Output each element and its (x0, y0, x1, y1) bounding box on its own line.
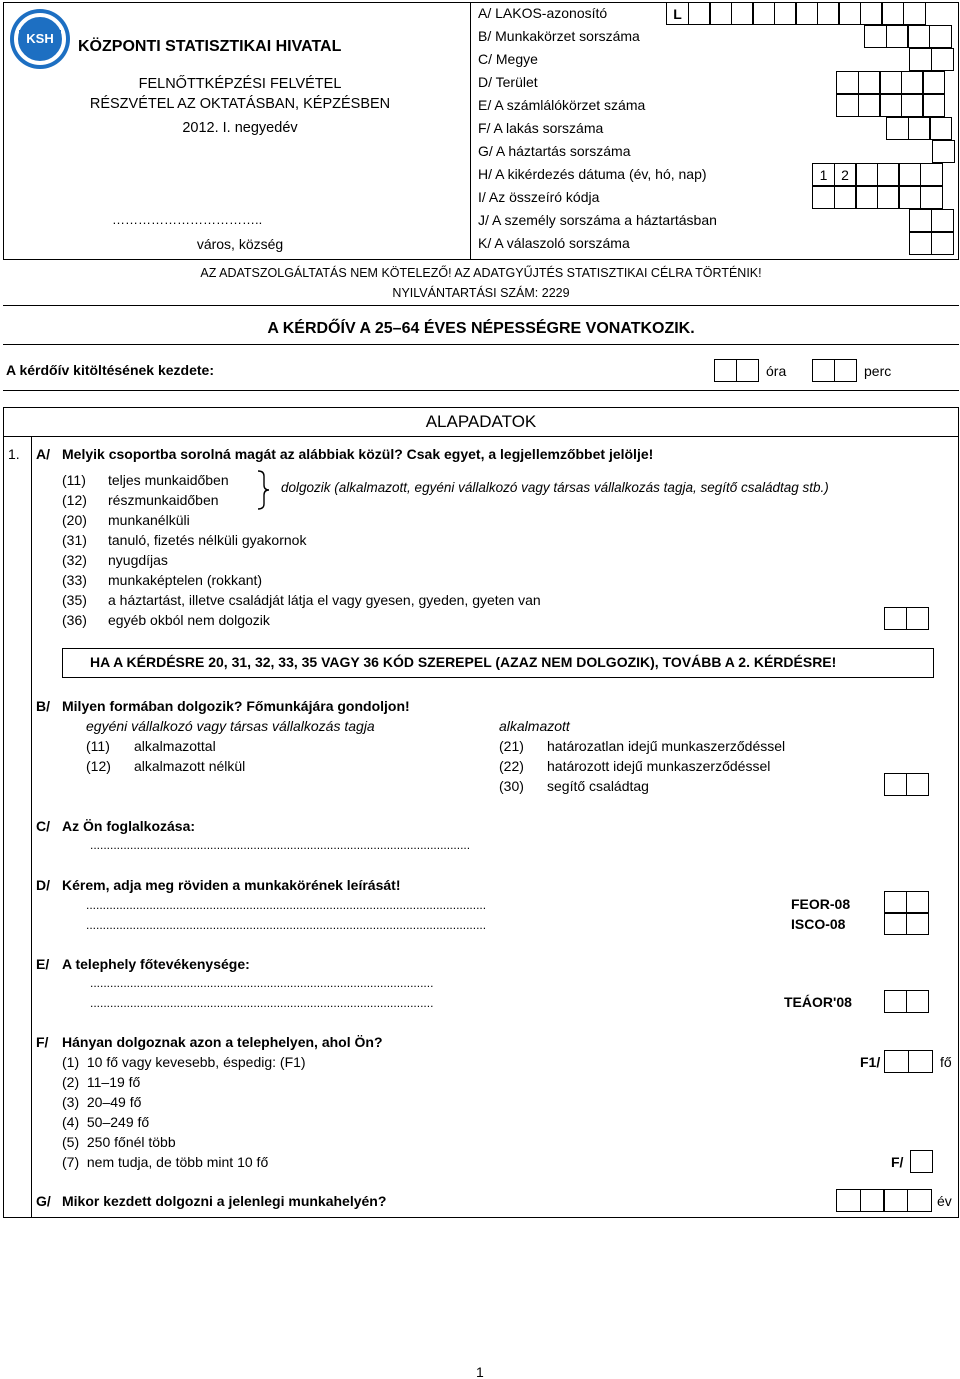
datum-boxes[interactable] (812, 163, 943, 186)
q1f-question: Hányan dolgoznak azon a telephelyen, ahol Ön? (62, 1034, 383, 1050)
q1a-option-11: (11) teljes munkaidőben (62, 472, 229, 488)
q1f-label: F/ (36, 1034, 49, 1050)
q1f-option-5: (5) 250 főnél több (62, 1134, 176, 1150)
start-label: A kérdőív kitöltésének kezdete: (6, 362, 215, 378)
lakos-prefix: L (666, 2, 689, 25)
brace-icon (256, 470, 270, 510)
page-number: 1 (476, 1364, 484, 1379)
q1a-option-33: (33) munkaképtelen (rokkant) (62, 572, 263, 588)
q1b-option-30: (30) segítő családtag (499, 778, 649, 794)
q1g-unit: év (937, 1193, 952, 1209)
q1b-answer-boxes[interactable] (884, 773, 929, 796)
q1e-question: A telephely főtevékenysége: (62, 956, 250, 972)
q1f-option-1: (1) 10 fő vagy kevesebb, éspedig: (F1) (62, 1054, 306, 1070)
target-note: A KÉRDŐÍV A 25–64 ÉVES NÉPESSÉGRE VONATKOZIK. (267, 320, 695, 337)
main-frame (3, 407, 959, 1218)
q1d-question: Kérem, adja meg röviden a munkakörének leírását! (62, 877, 401, 893)
start-rule (3, 390, 959, 391)
q1e-dots-2[interactable]: ....................................................................................................... (90, 996, 434, 1010)
q1a-answer-boxes[interactable] (884, 607, 929, 630)
q1a-option-35: (35) a háztartást, illetve családját látja el vagy gyesen, gyeden, gyeten van (62, 592, 541, 608)
q1g-label: G/ (36, 1193, 51, 1209)
survey-line2: RÉSZVÉTEL AZ OKTATÁSBAN, KÉPZÉSBEN (89, 96, 391, 112)
lakos-id-boxes[interactable] (666, 2, 926, 25)
szamlalokorzet-boxes[interactable] (836, 94, 945, 117)
isco-boxes[interactable] (884, 912, 929, 935)
lakas-boxes[interactable] (886, 117, 952, 140)
q1d-dots-1[interactable]: ........................................................................................................................ (86, 898, 487, 912)
munkakorzet-boxes[interactable] (864, 25, 952, 48)
q1a-option-32: (32) nyugdíjas (62, 552, 168, 568)
q1e-dots-1[interactable]: ....................................................................................................... (90, 976, 434, 990)
q1c-label: C/ (36, 818, 50, 834)
date-digit-1: 1 (812, 163, 835, 186)
skip-note: HA A KÉRDÉSRE 20, 31, 32, 33, 35 VAGY 36 KÓD SZEREPEL (AZAZ NEM DOLGOZIK), TOVÁBB A 2. KÉRDÉSRE! (90, 654, 837, 670)
valaszolo-boxes[interactable] (909, 232, 954, 255)
survey-line1: FELNŐTTKÉPZÉSI FELVÉTEL (138, 76, 342, 92)
section-title: ALAPADATOK (425, 412, 537, 431)
org-name: KÖZPONTI STATISZTIKAI HIVATAL (78, 38, 342, 55)
szemely-boxes[interactable] (909, 209, 954, 232)
q1a-brace-note: dolgozik (alkalmazott, egyéni vállalkozó vagy társas vállalkozás tagja, segítő családtag stb.) (281, 480, 829, 495)
q1b-option-22: (22) határozott idejű munkaszerződéssel (499, 758, 771, 774)
notice-line2: NYILVÁNTARTÁSI SZÁM: 2229 (392, 286, 570, 300)
date-digit-2: 2 (834, 163, 857, 186)
q1c-question: Az Ön foglalkozása: (62, 818, 196, 834)
id-field-B: B/ Munkakörzet sorszáma (478, 28, 640, 44)
survey-period: 2012. I. negyedév (182, 120, 298, 136)
megye-boxes[interactable] (909, 48, 954, 71)
id-field-I: I/ Az összeíró kódja (478, 189, 600, 205)
notice-rule (3, 305, 959, 306)
q1e-label: E/ (36, 956, 50, 972)
q1a-label: A/ (36, 446, 50, 462)
notice-line1: AZ ADATSZOLGÁLTATÁS NEM KÖTELEZŐ! AZ ADATGYŰJTÉS STATISZTIKAI CÉLRA TÖRTÉNIK! (200, 266, 762, 280)
q1c-dots[interactable]: .................................................................................................................. (90, 838, 471, 852)
q1f-option-7: (7) nem tudja, de több mint 10 fő (62, 1154, 269, 1170)
f1-label: F1/ (860, 1054, 881, 1070)
q1b-left-title: egyéni vállalkozó vagy társas vállalkozás tagja (86, 718, 375, 734)
f-code-label: F/ (891, 1154, 904, 1170)
f1-unit: fő (940, 1054, 952, 1070)
section-rule (3, 436, 959, 437)
q1b-option-21: (21) határozatlan idejű munkaszerződéssel (499, 738, 786, 754)
teaor-label: TEÁOR'08 (784, 994, 852, 1010)
start-hour-unit: óra (766, 363, 787, 379)
id-field-K: K/ A válaszoló sorszáma (478, 235, 630, 251)
id-field-J: J/ A személy sorszáma a háztartásban (478, 212, 717, 228)
isco-label: ISCO-08 (791, 916, 846, 932)
q1a-option-36: (36) egyéb okból nem dolgozik (62, 612, 270, 628)
q1f-option-3: (3) 20–49 fő (62, 1094, 142, 1110)
q1b-option-11: (11) alkalmazottal (86, 738, 216, 754)
teaor-boxes[interactable] (884, 990, 929, 1013)
id-field-F: F/ A lakás sorszáma (478, 120, 604, 136)
header-divider (470, 2, 471, 260)
q1g-year-boxes[interactable] (836, 1189, 932, 1212)
city-dots: …………………………….. (112, 212, 263, 227)
q1b-label: B/ (36, 698, 50, 714)
q1f-option-2: (2) 11–19 fő (62, 1074, 141, 1090)
f-code-box[interactable] (910, 1150, 933, 1173)
start-minute-boxes[interactable] (812, 359, 857, 382)
logo-text: KSH (26, 31, 54, 46)
city-label: város, község (196, 236, 284, 252)
id-field-A: A/ LAKOS-azonosító (478, 5, 608, 21)
q1d-label: D/ (36, 877, 50, 893)
q1g-question: Mikor kezdett dolgozni a jelenlegi munkahelyén? (62, 1193, 387, 1209)
q1d-dots-2[interactable]: ........................................................................................................................ (86, 918, 487, 932)
start-minute-unit: perc (864, 363, 892, 379)
q1f-option-4: (4) 50–249 fő (62, 1114, 150, 1130)
id-field-G: G/ A háztartás sorszáma (478, 143, 631, 159)
q1b-question: Milyen formában dolgozik? Főmunkájára gondoljon! (62, 698, 410, 714)
q1a-option-20: (20) munkanélküli (62, 512, 190, 528)
ksh-logo (9, 8, 71, 70)
terulet-boxes[interactable] (836, 71, 945, 94)
q1a-option-31: (31) tanuló, fizetés nélküli gyakornok (62, 532, 307, 548)
start-hour-boxes[interactable] (714, 359, 759, 382)
id-field-D: D/ Terület (478, 74, 538, 90)
q1a-question: Melyik csoportba sorolná magát az alábbiak közül? Csak egyet, a legjellemzőbbet jelölje! (62, 446, 654, 462)
id-field-C: C/ Megye (478, 51, 538, 67)
feor-boxes[interactable] (884, 891, 929, 914)
q1b-option-12: (12) alkalmazott nélkül (86, 758, 246, 774)
q1b-right-title: alkalmazott (499, 718, 570, 734)
f1-boxes[interactable] (884, 1050, 933, 1073)
feor-label: FEOR-08 (791, 896, 851, 912)
q1-number: 1. (8, 446, 20, 462)
q1a-option-12: (12) részmunkaidőben (62, 492, 219, 508)
osszeiro-boxes[interactable] (812, 186, 943, 209)
left-column-rule (31, 436, 32, 1218)
id-field-E: E/ A számlálókörzet száma (478, 97, 646, 113)
id-field-H: H/ A kikérdezés dátuma (év, hó, nap) (478, 166, 707, 182)
haztartas-boxes[interactable] (932, 140, 955, 163)
